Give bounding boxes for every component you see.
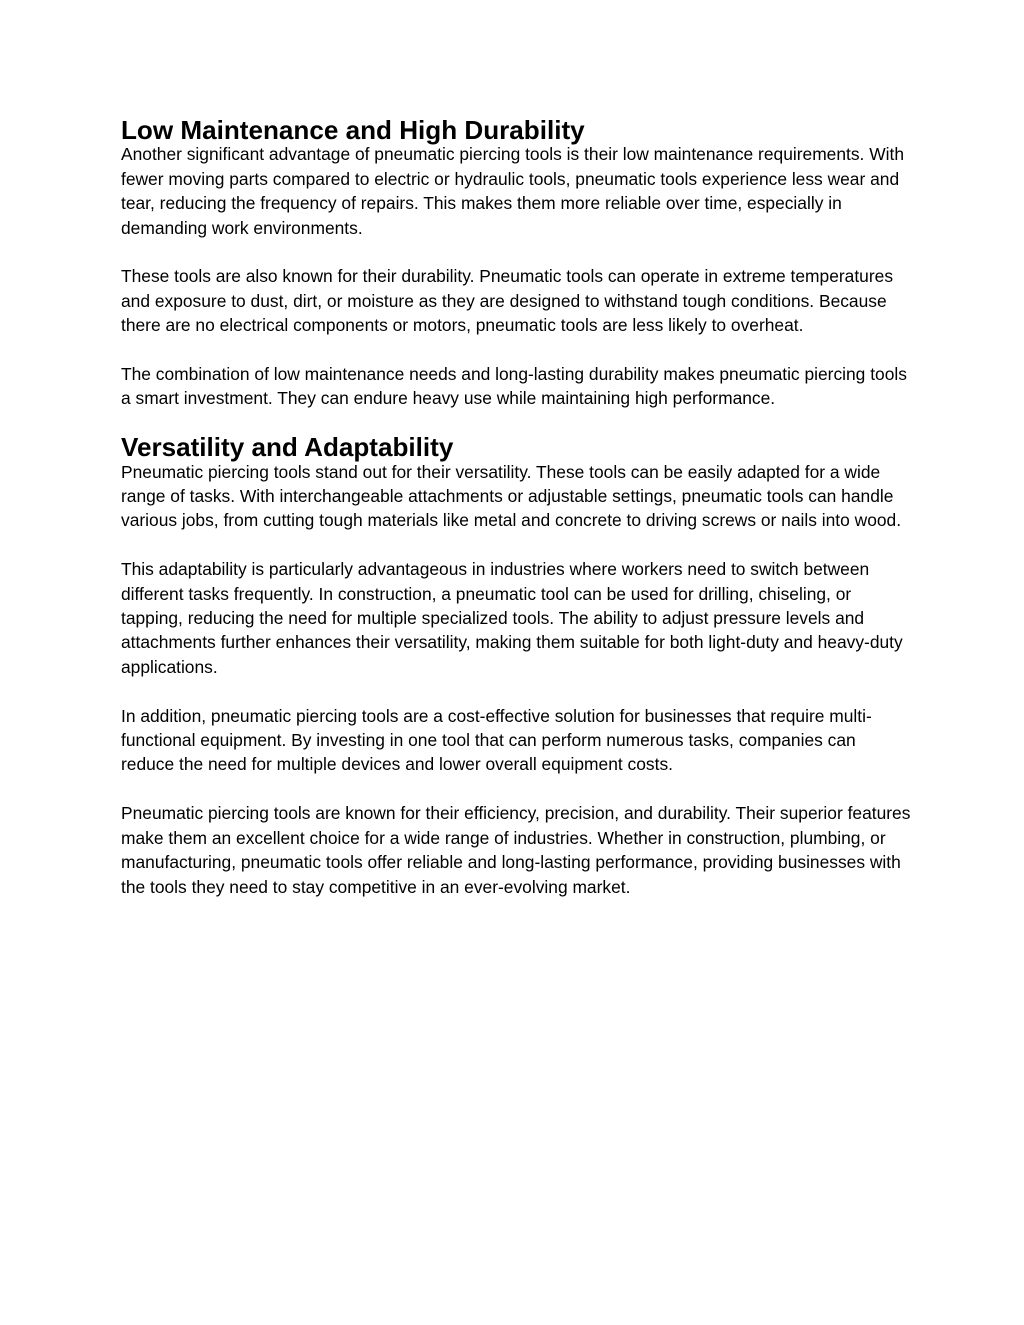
paragraph: This adaptability is particularly advantageous in industries where workers need to switch between different tasks frequently. In construction, a pneumatic tool can be used for drilling, chiseling, or tapping, reducing the need for multiple specialized tools. The ability to adjust pressure levels and attachments further enhances their versatility, making them suitable for both light-duty and heavy-duty applications. [121, 559, 903, 677]
paragraph: These tools are also known for their durability. Pneumatic tools can operate in extreme temperatures and exposure to dust, dirt, or moisture as they are designed to withstand tough conditions. Because there are no electrical components or motors, pneumatic tools are less likely to overheat. [121, 266, 894, 336]
paragraph: Pneumatic piercing tools stand out for their versatility. These tools can be easily adapted for a wide range of tasks. With interchangeable attachments or adjustable settings, pneumatic tools can handle various jobs, from cutting tough materials like metal and concrete to driving screws or nails into wood. [121, 461, 902, 531]
paragraph: The combination of low maintenance needs and long-lasting durability makes pneumatic piercing tools a smart investment. They can endure heavy use while maintaining high performance. [121, 364, 907, 409]
paragraph: In addition, pneumatic piercing tools are a cost-effective solution for businesses that require multi-functional equipment. By investing in one tool that can perform numerous tasks, companies can reduce the need for multiple devices and lower overall equipment costs. [121, 705, 872, 775]
paragraph-spacer [121, 533, 911, 557]
paragraph: Pneumatic piercing tools are known for their efficiency, precision, and durability. Their superior features make them an excellent choice for a wide range of industries. Whether in construction, plumbing, or manufacturing, pneumatic tools offer reliable and long-lasting performance, providing businesses with the tools they need to stay competitive in an ever-evolving market. [121, 803, 911, 897]
paragraph: Another significant advantage of pneumatic piercing tools is their low maintenance requirements. With fewer moving parts compared to electric or hydraulic tools, pneumatic tools experience less wear and tear, reducing the frequency of repairs. This makes them more reliable over time, especially in demanding work environments. [121, 144, 904, 238]
paragraph-spacer [121, 240, 911, 264]
section-heading-maintenance: Low Maintenance and High Durability [121, 115, 585, 145]
paragraph-spacer [121, 338, 911, 362]
paragraph-spacer [121, 777, 911, 801]
document-page [121, 115, 911, 899]
section-heading-versatility: Versatility and Adaptability [121, 432, 454, 463]
paragraph-spacer [121, 679, 911, 703]
